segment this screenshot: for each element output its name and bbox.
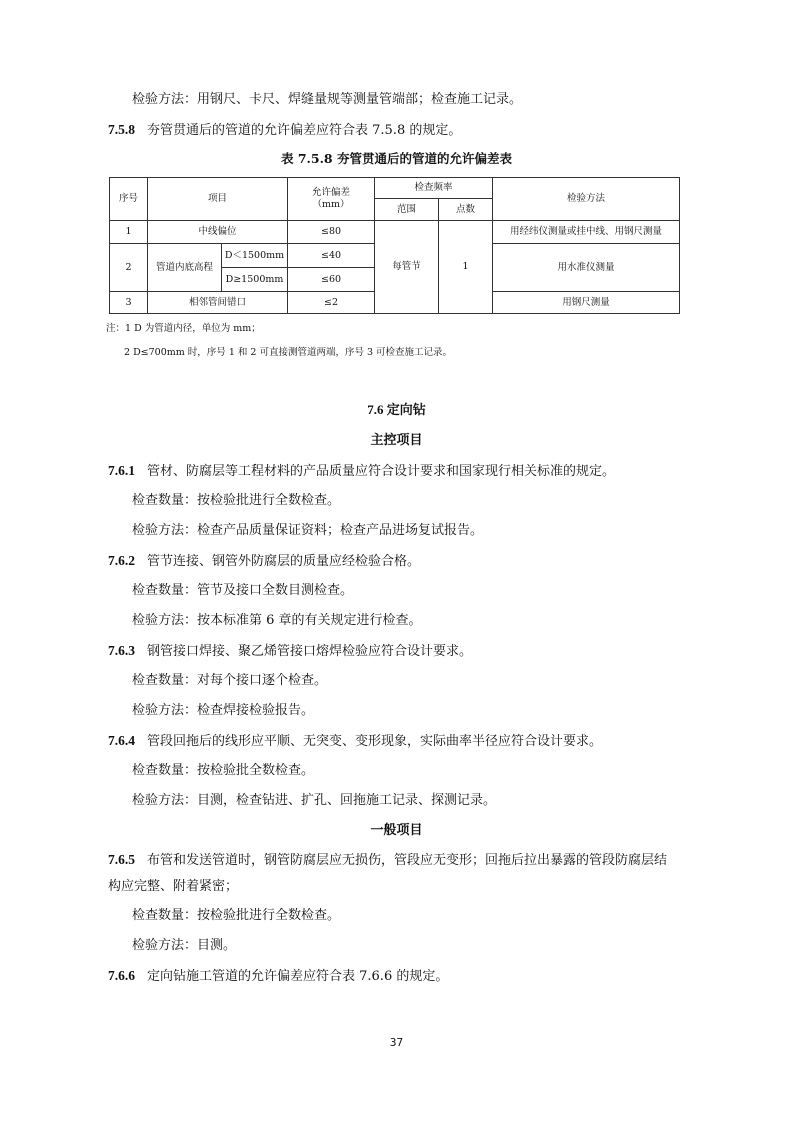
header-method: 检验方法 <box>493 178 680 221</box>
deviation-table <box>109 177 680 314</box>
range-cell: 每管节 <box>375 221 439 314</box>
inspection-method: 检验方法：目测，检查钻进、扩孔、回拖施工记录、探测记录。 <box>132 793 497 808</box>
clause-7-6-6: 7.6.6 定向钻施工管道的允许偏差应符合表 7.6.6 的规定。 <box>108 968 449 984</box>
inspection-method: 检验方法：检查焊接检验报告。 <box>132 703 315 718</box>
clause-7-6-2: 7.6.2 管节连接、钢管外防腐层的质量应经检验合格。 <box>108 553 421 569</box>
clause-7-6-4: 7.6.4 管段回拖后的线形应平顺、无突变、变形现象，实际曲率半径应符合设计要求。 <box>108 733 603 749</box>
inspection-method: 检验方法：目测。 <box>132 938 237 953</box>
clause-7-6-3: 7.6.3 钢管接口焊接、聚乙烯管接口熔焊检验应符合设计要求。 <box>108 643 473 659</box>
table-note-1: 注：1 D 为管道内径，单位为 mm； <box>106 323 261 334</box>
section-title: 7.6 定向钻 <box>367 402 426 417</box>
inspection-quantity: 检查数量：按检验批全数检查。 <box>132 763 315 778</box>
header-points: 点数 <box>439 199 493 221</box>
inspection-quantity: 检查数量：按检验批进行全数检查。 <box>132 493 341 508</box>
header-range: 范围 <box>375 199 439 221</box>
table-row: D≥1500mm ≤60 <box>110 268 680 292</box>
table-caption: 表 7.5.8 夯管贯通后的管道的允许偏差表 <box>280 151 512 166</box>
header-item: 项目 <box>148 178 288 221</box>
table-row: 3 相邻管间错口 ≤2 用钢尺测量 <box>110 292 680 314</box>
page-number: 37 <box>389 1036 404 1049</box>
clause-7-5-8 <box>108 122 461 139</box>
inspection-method: 检验方法：按本标准第 6 章的有关规定进行检查。 <box>132 613 422 628</box>
inspection-quantity: 检查数量：按检验批进行全数检查。 <box>132 908 341 923</box>
inspection-quantity: 检查数量：对每个接口逐个检查。 <box>132 673 328 688</box>
clause-number: 7.5.8 <box>108 122 135 137</box>
clause-7-6-5-continued: 构应完整、附着紧密； <box>108 879 239 894</box>
table-note-2: 2 D≤700mm 时，序号 1 和 2 可直接测管道两端，序号 3 可检查施工记录。 <box>124 347 453 358</box>
points-cell: 1 <box>439 221 493 314</box>
table-row: 2 管道内底高程 D＜1500mm ≤40 用水准仪测量 <box>110 244 680 268</box>
clause-text: 夯管贯通后的管道的允许偏差应符合表 7.5.8 的规定。 <box>147 123 462 138</box>
subsection-main-items: 主控项目 <box>370 432 423 447</box>
subsection-general-items: 一般项目 <box>370 822 423 837</box>
header-allowance: 允许偏差 （mm） <box>288 178 375 221</box>
inspection-quantity: 检查数量：管节及接口全数目测检查。 <box>132 583 354 598</box>
inspection-method-line: 检验方法：用钢尺、卡尺、焊缝量规等测量管端部；检查施工记录。 <box>132 92 523 107</box>
clause-7-6-1: 7.6.1 管材、防腐层等工程材料的产品质量应符合设计要求和国家现行相关标准的规定。 <box>108 463 616 479</box>
header-seq: 序号 <box>110 178 148 221</box>
clause-7-6-5: 7.6.5 布管和发送管道时，钢管防腐层应无损伤，管段应无变形；回拖后拉出暴露的管段防腐层结 <box>108 852 668 868</box>
table-row: 1 中线偏位 ≤80 每管节 1 用经纬仪测量或挂中线、用钢尺测量 <box>110 221 680 244</box>
header-frequency: 检查频率 <box>375 178 493 199</box>
inspection-method: 检验方法：检查产品质量保证资料；检查产品进场复试报告。 <box>132 523 484 538</box>
